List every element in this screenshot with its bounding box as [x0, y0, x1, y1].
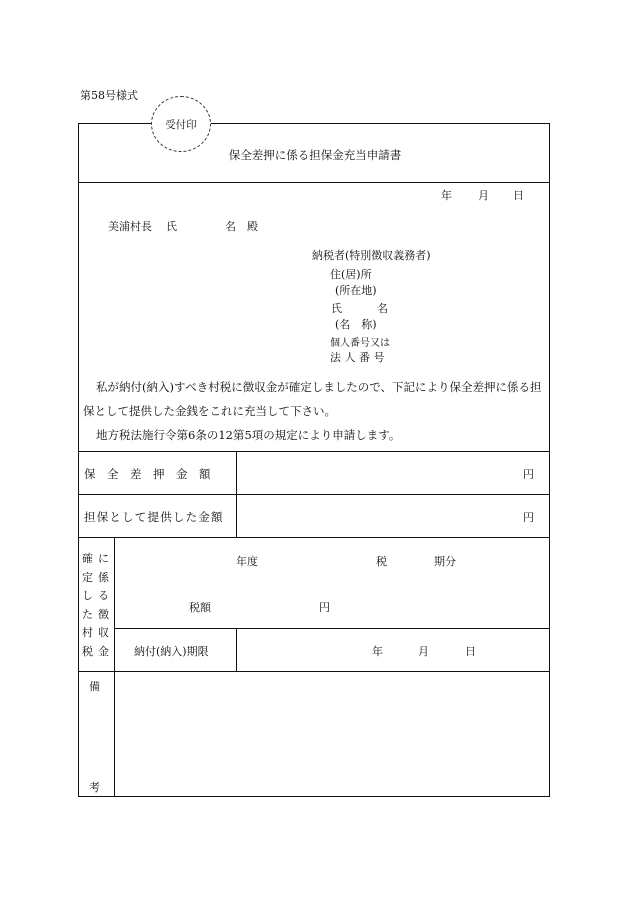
side-char: し [82, 589, 93, 602]
due-year: 年 [372, 645, 383, 658]
side-char: る [98, 589, 109, 602]
due-day: 日 [465, 645, 476, 658]
side-char: 収 [98, 626, 109, 639]
tax-label: 税 [376, 555, 387, 568]
side-char: 金 [98, 644, 109, 658]
name-label-2: 名 [377, 302, 388, 315]
addressee-dono: 殿 [247, 220, 258, 233]
collateral-amount-unit: 円 [523, 511, 534, 524]
divider-remarks [78, 671, 550, 672]
divider-side-column [114, 537, 115, 797]
addressee-na: 名 [225, 220, 236, 233]
side-char: た [82, 607, 93, 621]
tax-amount-unit: 円 [319, 601, 330, 614]
due-month: 月 [418, 645, 429, 658]
date-year: 年 [441, 189, 452, 202]
side-char: 徴 [98, 607, 109, 621]
side-char: 確 [82, 552, 93, 565]
reception-stamp-area [151, 96, 211, 152]
name-label-1: 氏 [331, 302, 342, 315]
divider-amount-top [78, 451, 550, 452]
form-number: 第58号様式 [80, 89, 138, 102]
body-line-3: 地方税法施行令第6条の12第5項の規定により申請します。 [96, 428, 401, 442]
address-sub: (所在地) [335, 284, 377, 297]
stamp-label: 受付印 [165, 118, 197, 131]
period-label: 期分 [434, 555, 456, 568]
form-title: 保全差押に係る担保金充当申請書 [228, 148, 402, 162]
number-label-1: 個人番号又は [330, 338, 390, 349]
remarks-top-char: 備 [89, 680, 100, 693]
fiscal-year-label: 年度 [236, 555, 258, 568]
side-char: に [98, 552, 109, 565]
tax-amount-label: 税額 [189, 601, 211, 614]
side-char: 定 [82, 570, 93, 584]
divider-amount-bottom [78, 537, 550, 538]
name-sub: (名 称) [335, 318, 377, 331]
remarks-bottom-char: 考 [89, 781, 100, 794]
addressee-shi: 氏 [166, 220, 177, 233]
due-date-label: 納付(納入)期限 [134, 645, 209, 658]
seizure-amount-label: 保 全 差 押 金 額 [84, 467, 211, 481]
address-label: 住(居)所 [330, 268, 372, 281]
divider-tax-due [114, 628, 550, 629]
tax-side-label-col1 [82, 550, 93, 661]
body-line-2: 保として提供した金銭をこれに充当して下さい。 [83, 404, 336, 418]
seizure-amount-unit: 円 [523, 468, 534, 481]
divider-amount-column [236, 451, 237, 537]
date-month: 月 [478, 189, 489, 202]
tax-side-label-col2 [98, 550, 109, 661]
divider-due-column [236, 628, 237, 671]
divider-amount-mid [78, 494, 550, 495]
number-label-2: 法 人 番 号 [330, 351, 385, 364]
body-line-1: 私が納付(納入)すべき村税に徴収金が確定しましたので、下記により保全差押に係る担 [96, 380, 542, 394]
applicant-heading: 納税者(特別徴収義務者) [312, 249, 431, 262]
addressee-org: 美浦村長 [108, 220, 152, 233]
side-char: 村 [82, 626, 93, 639]
date-day: 日 [513, 189, 524, 202]
collateral-amount-label: 担保として提供した金額 [84, 510, 224, 524]
side-char: 係 [98, 570, 109, 584]
divider-header [78, 182, 550, 183]
side-char: 税 [82, 644, 93, 658]
